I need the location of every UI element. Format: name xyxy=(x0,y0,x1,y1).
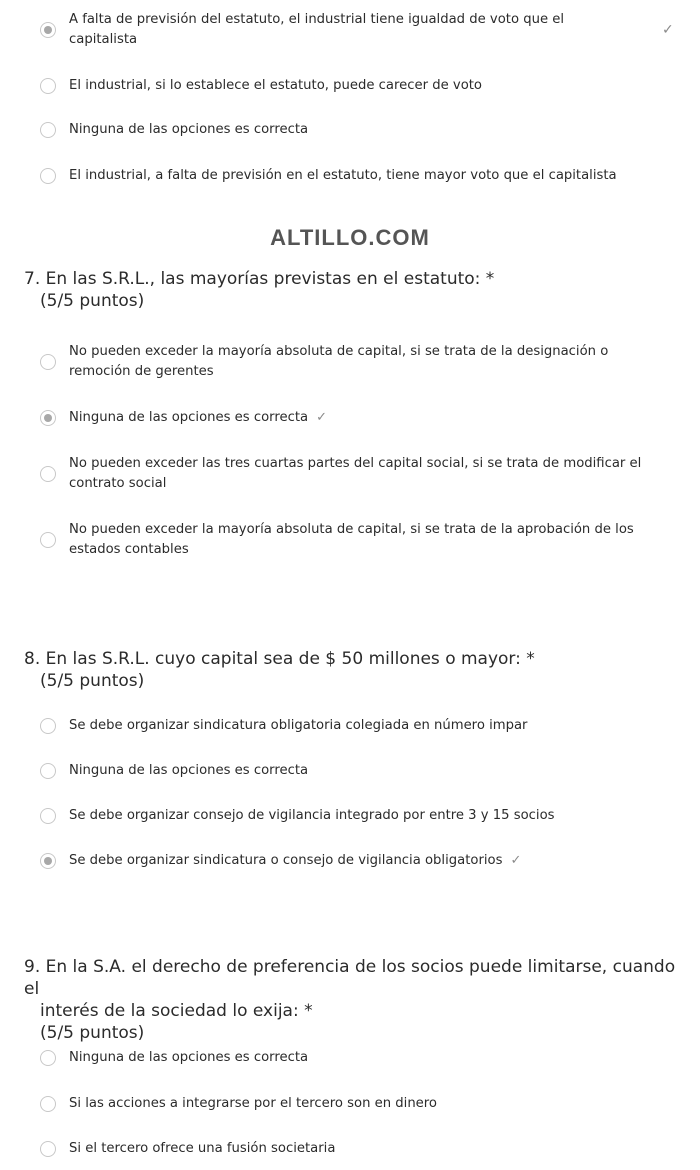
q9-option-2-label: Si las acciones a integrarse por el tercero son en dinero xyxy=(69,1096,437,1111)
q6-option-2[interactable] xyxy=(40,76,680,96)
q8-number: 8. xyxy=(24,649,41,669)
q8-correct-check-icon: ✓ xyxy=(510,853,522,868)
q7-number: 7. xyxy=(24,269,41,289)
q7-option-4-radio[interactable] xyxy=(40,532,56,548)
q6-option-4-radio[interactable] xyxy=(40,168,56,184)
q9-option-1-radio[interactable] xyxy=(40,1050,56,1066)
q8-option-3-label: Se debe organizar consejo de vigilancia integrado por entre 3 y 15 socios xyxy=(69,808,555,823)
q7-option-3-label: No pueden exceder las tres cuartas partes del capital social, si se trata de modificar el contrato social xyxy=(69,456,642,491)
q9-option-1[interactable] xyxy=(40,1048,680,1068)
q8-points: (5/5 puntos) xyxy=(40,671,145,691)
q7-points: (5/5 puntos) xyxy=(40,291,145,311)
q8-option-2-radio[interactable] xyxy=(40,763,56,779)
q6-option-1[interactable] xyxy=(40,10,680,50)
q9-option-3-label: Si el tercero ofrece una fusión societaria xyxy=(69,1141,336,1156)
q6-option-1-label: A falta de previsión del estatuto, el industrial tiene igualdad de voto que el capitalista xyxy=(69,12,565,47)
q9-title xyxy=(24,956,684,1044)
q8-option-1-label: Se debe organizar sindicatura obligatoria colegiada en número impar xyxy=(69,718,528,733)
q6-option-2-radio[interactable] xyxy=(40,78,56,94)
watermark: ALTILLO.COM xyxy=(270,225,430,250)
q8-option-4-label: Se debe organizar sindicatura o consejo de vigilancia obligatorios ✓ xyxy=(69,851,521,871)
q7-option-1-label: No pueden exceder la mayoría absoluta de capital, si se trata de la designación o remoción de gerentes xyxy=(69,344,609,379)
q9-points: (5/5 puntos) xyxy=(40,1023,145,1043)
q9-option-3[interactable] xyxy=(40,1139,680,1159)
q7-title xyxy=(24,268,684,312)
q7-option-2-radio-selected[interactable] xyxy=(40,410,56,426)
q6-option-4-label: El industrial, a falta de previsión en el estatuto, tiene mayor voto que el capitalista xyxy=(69,168,617,183)
q6-option-4[interactable] xyxy=(40,166,680,186)
q9-option-2[interactable] xyxy=(40,1094,680,1114)
q8-option-3[interactable] xyxy=(40,806,680,826)
q6-option-3[interactable] xyxy=(40,120,680,140)
q7-option-2-label: Ninguna de las opciones es correcta ✓ xyxy=(69,408,327,428)
q9-text-line1: En la S.A. el derecho de preferencia de los socios puede limitarse, cuando el xyxy=(24,957,676,999)
q9-text-line2: interés de la sociedad lo exija: * xyxy=(40,1001,313,1021)
q7-option-4[interactable] xyxy=(40,520,680,560)
q8-title xyxy=(24,648,684,692)
q7-option-2[interactable] xyxy=(40,408,680,428)
q6-option-1-radio-selected[interactable] xyxy=(40,22,56,38)
q6-option-3-radio[interactable] xyxy=(40,122,56,138)
q6-correct-check-icon: ✓ xyxy=(662,22,674,38)
q8-option-3-radio[interactable] xyxy=(40,808,56,824)
q7-option-3-radio[interactable] xyxy=(40,466,56,482)
q7-correct-check-icon: ✓ xyxy=(316,410,328,425)
q6-option-2-label: El industrial, si lo establece el estatuto, puede carecer de voto xyxy=(69,78,483,93)
q7-text: En las S.R.L., las mayorías previstas en el estatuto: * xyxy=(45,269,495,289)
q8-option-2[interactable] xyxy=(40,761,680,781)
q9-number: 9. xyxy=(24,957,41,977)
q7-option-3[interactable] xyxy=(40,454,680,494)
q9-option-1-label: Ninguna de las opciones es correcta xyxy=(69,1050,309,1065)
q7-option-1[interactable] xyxy=(40,342,680,382)
q7-option-4-label: No pueden exceder la mayoría absoluta de capital, si se trata de la aprobación de los estados contables xyxy=(69,522,634,557)
q9-option-2-radio[interactable] xyxy=(40,1096,56,1112)
q6-option-3-label: Ninguna de las opciones es correcta xyxy=(69,122,309,137)
q9-option-3-radio[interactable] xyxy=(40,1141,56,1157)
q7-option-1-radio[interactable] xyxy=(40,354,56,370)
q8-option-4-radio-selected[interactable] xyxy=(40,853,56,869)
q8-option-1-radio[interactable] xyxy=(40,718,56,734)
q8-option-1[interactable] xyxy=(40,716,680,736)
q8-text: En las S.R.L. cuyo capital sea de $ 50 millones o mayor: * xyxy=(45,649,535,669)
q8-option-2-label: Ninguna de las opciones es correcta xyxy=(69,763,309,778)
q8-option-4[interactable] xyxy=(40,851,680,871)
